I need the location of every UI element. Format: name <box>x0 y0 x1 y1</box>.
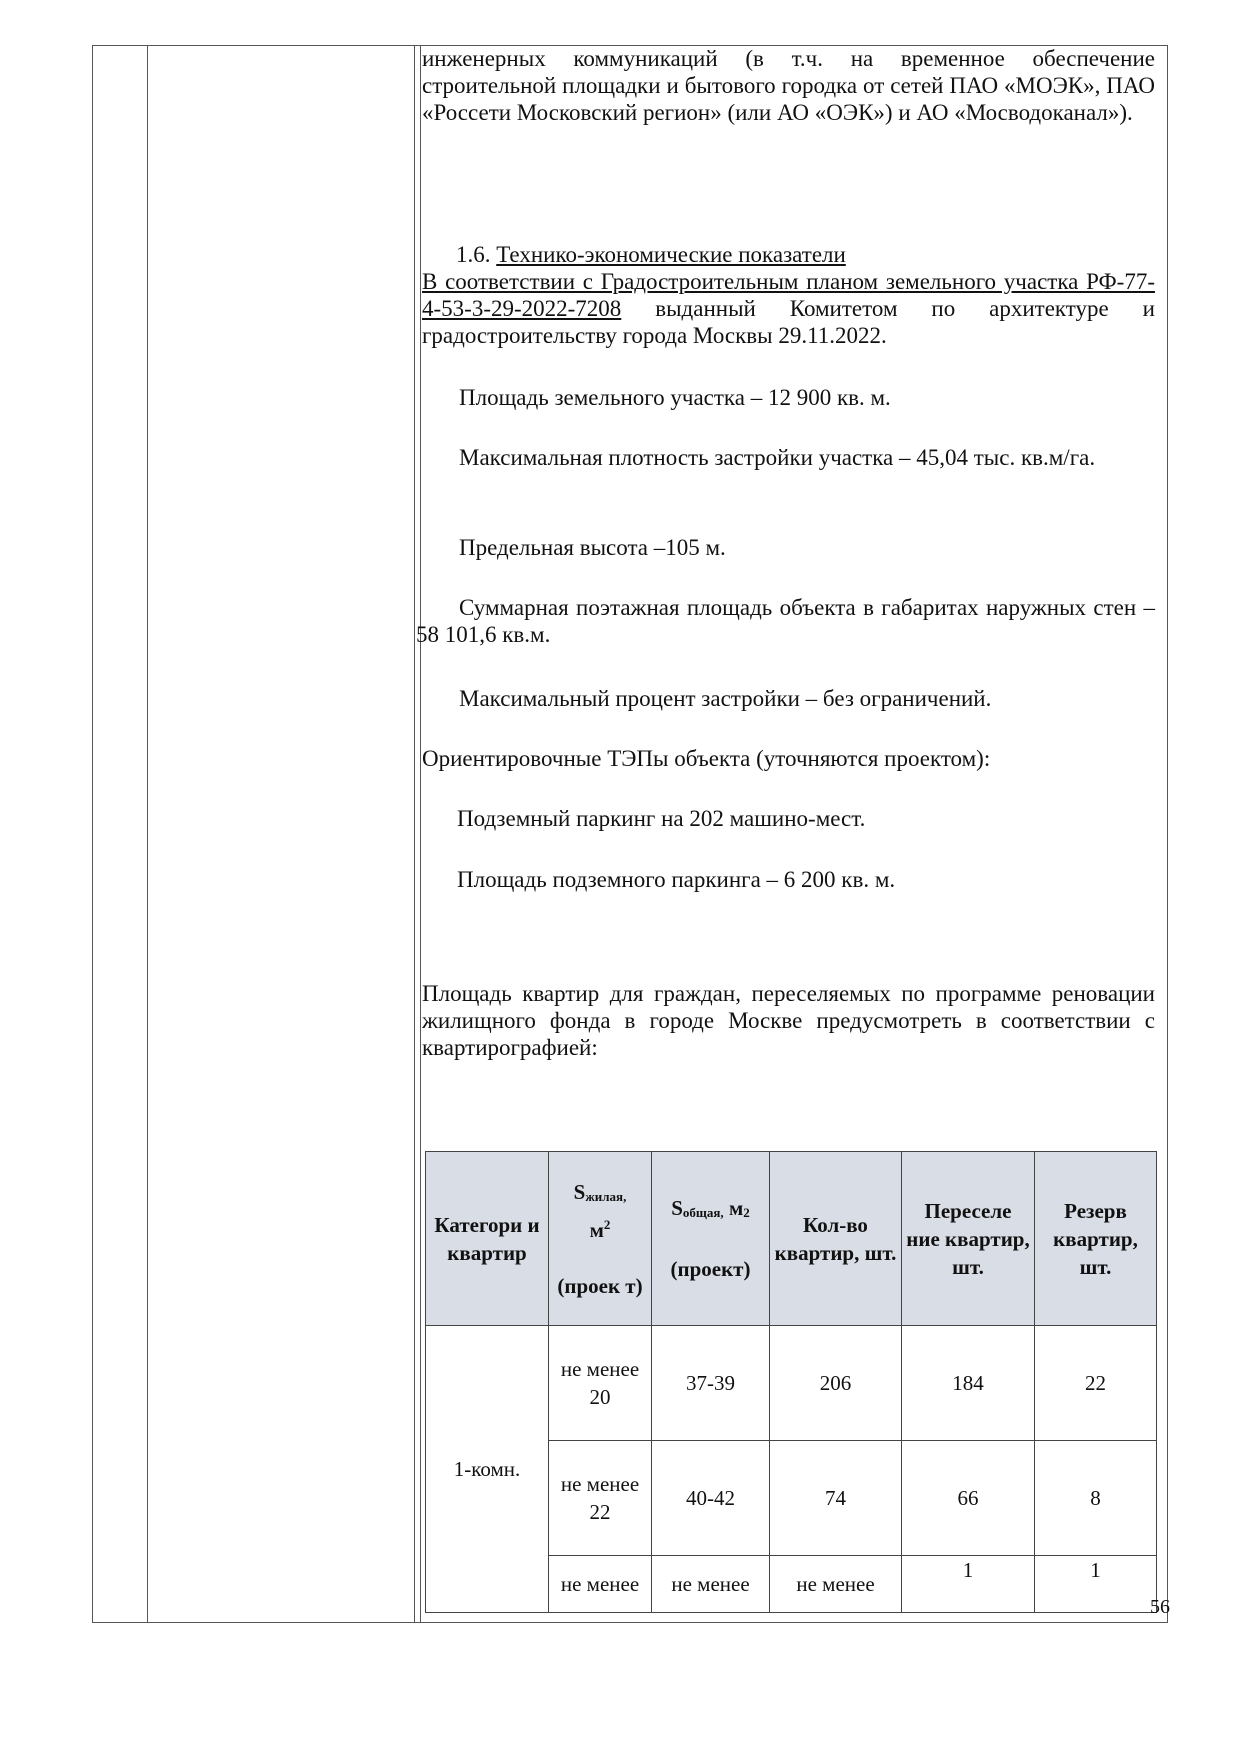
s-total-cell: 40-42 <box>652 1441 770 1556</box>
category-cell: 1-комн. <box>426 1326 549 1613</box>
paragraph-building-percent: Максимальный процент застройки – без ограничений. <box>459 686 992 711</box>
paragraph-land-area: Площадь земельного участка – 12 900 кв. м. <box>459 385 891 410</box>
gpzu-reference: В соответствии с Градостроительным планом земельного участка РФ-77-4-53-3-29-2022-7208 <box>422 269 1155 321</box>
resettlement-cell: 66 <box>902 1441 1035 1556</box>
reserve-cell: 1 <box>1035 1556 1157 1613</box>
resettlement-cell: 1 <box>902 1556 1035 1613</box>
s-total-cell: 37-39 <box>652 1326 770 1441</box>
reserve-cell: 8 <box>1035 1441 1157 1556</box>
s-living-cell: не менее 22 <box>549 1441 652 1556</box>
reserve-cell: 22 <box>1035 1326 1157 1441</box>
table-header-row <box>426 1152 1157 1326</box>
s-living-cell: не менее <box>549 1556 652 1613</box>
table-row <box>426 1326 1157 1441</box>
header-reserve: Резерв квартир, шт. <box>1035 1152 1157 1326</box>
paragraph-density: Максимальная плотность застройки участка – 45,04 тыс. кв.м/га. <box>459 445 1096 470</box>
paragraph-parking-area: Площадь подземного паркинга – 6 200 кв. м. <box>457 867 896 892</box>
count-cell: 206 <box>770 1326 902 1441</box>
paragraph-utilities: инженерных коммуникаций (в т.ч. на временное обеспечение строительной площадки и бытового городка от сетей ПАО «МОЭК», ПАО «Россети Московский регион» (или АО «ОЭК») и АО «Мосводоканал»). <box>422 46 1155 125</box>
page-number: 56 <box>1150 1596 1170 1618</box>
apartment-table <box>425 1151 1157 1613</box>
count-cell: 74 <box>770 1441 902 1556</box>
paragraph-floor-area: Суммарная поэтажная площадь объекта в габаритах наружных стен – 58 101,6 кв.м. <box>416 595 1155 647</box>
column-divider-1 <box>147 45 148 1623</box>
resettlement-cell: 184 <box>902 1326 1035 1441</box>
paragraph-parking: Подземный паркинг на 202 машино-мест. <box>457 806 866 831</box>
header-count: Кол-во квартир, шт. <box>770 1152 902 1326</box>
section-heading <box>422 241 1155 268</box>
header-resettlement: Переселе ние квартир, шт. <box>902 1152 1035 1326</box>
s-total-cell: не менее <box>652 1556 770 1613</box>
gpzu-issuer: выданный Комитетом по архитектуре и градостроительству города Москвы 29.11.2022. <box>422 296 1155 348</box>
header-s-total: $S_{общая,}$ $м_2$ (проект) <box>652 1152 770 1326</box>
paragraph-renovation: Площадь квартир для граждан, переселяемых по программе реновации жилищного фонда в городе Москве предусмотреть в соответствии с квартирографией: <box>422 981 1155 1060</box>
paragraph-tep: Ориентировочные ТЭПы объекта (уточняются проектом): <box>422 746 991 771</box>
paragraph-height: Предельная высота –105 м. <box>459 535 726 560</box>
column-divider-3 <box>420 45 421 1623</box>
column-divider-2 <box>414 45 415 1623</box>
paragraph-gpzu <box>422 268 1155 349</box>
section-title: Технико-экономические показатели <box>496 242 846 267</box>
count-cell: не менее <box>770 1556 902 1613</box>
section-number: 1.6. <box>456 242 491 267</box>
header-s-living: $S_{жилая,}$ $м^2$ (проек т) <box>549 1152 652 1326</box>
header-category: Категори и квартир <box>426 1152 549 1326</box>
s-living-cell: не менее 20 <box>549 1326 652 1441</box>
